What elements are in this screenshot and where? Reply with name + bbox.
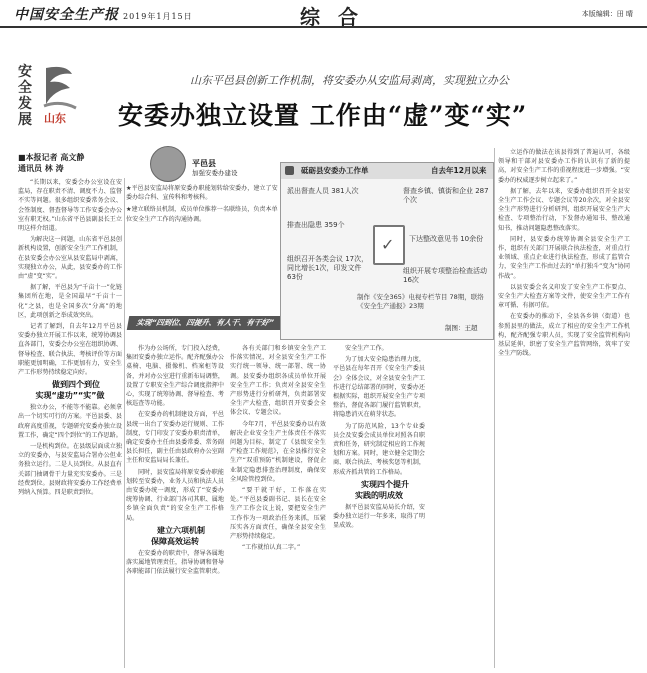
checklist-icon: ✓ <box>373 225 405 265</box>
article-column-3 <box>230 344 326 668</box>
paragraph: 安全生产工作。 <box>345 345 388 352</box>
paragraph: 在安委办的职责中，督导各属地落实属地管理责任，指导协调和督导各职能部门依法履行安全监管职责。 <box>126 549 224 576</box>
portrait-photo <box>150 146 186 182</box>
byline <box>18 152 84 174</box>
section-subhead: 做到四个到位 实现“虚功”“实”做 <box>35 380 105 401</box>
region-name: 山东 <box>44 112 66 125</box>
article-kicker: 山东平邑县创新工作机制，将安委办从安监局剥离，实现独立办公 <box>190 74 509 87</box>
column-divider <box>494 148 495 668</box>
article-column-5 <box>498 148 630 668</box>
quote-item: ★建立联络员机制，成员单位推荐一名联络员，负责本单位安全生产工作的沟通协调。 <box>126 206 278 223</box>
infographic-panel <box>280 162 494 340</box>
column-divider <box>124 178 125 668</box>
paragraph: 为了加大安全隐患治理力度，平邑县在每年召开《安全生产委员会》全体会议，对全县安全生产工作进行总结部署的同时，安委办还根据实际，组织开展安全生产专项整治，督促各部门履行监管职责，将隐患消灭在萌芽状态。 <box>333 356 425 419</box>
article-column-2 <box>126 344 224 668</box>
article-column-4 <box>333 344 425 668</box>
masthead <box>0 0 647 28</box>
paragraph: “工作就怕认真二字。” <box>242 544 301 552</box>
stat-item: 督查乡镇、镇街和企业 287个次 <box>403 187 489 204</box>
paragraph: 同时，县安委办统筹协调全县安全生产工作，组织有关部门开展联合执法检查，对重点行业领域、重点企业进行执法检查，形成了监管合力，安全生产工作由过去的“单打独斗”变为“协同作战”。 <box>498 235 630 280</box>
infographic-header <box>281 163 493 179</box>
paragraph: 以县安委会名义印发了安全生产工作要点、安全生产大检查方案等文件，使安全生产工作有章可循、有据可依。 <box>498 283 630 310</box>
byline-reporter: ■本报记者 高文静 <box>18 153 85 162</box>
paragraph: 记者了解到，自去年12月平邑县安委办独立开展工作以来，统筹协调县直各部门，安委会办公室在组织协调、督导检查、联合执法、考核评价等方面职能更加明确，工作更加有力，安全生产工作形势持续稳定向好。 <box>18 323 122 377</box>
section-title: 综合 <box>300 5 376 29</box>
paragraph: 立运作的做法在该县得到了普遍认可，各级领导和干部对县安委办工作的认识有了新的提高，对安全生产工作的重视程度进一步增强。“安委办的权威逐步树立起来了。” <box>498 149 630 184</box>
portrait-caption-subtitle: 加强安委办建设 <box>192 169 238 177</box>
stat-item: 组织召开各类会议 17次，同比增长1次，印发文件63份 <box>287 255 369 281</box>
article-headline: 安委办独立设置 工作由“虚”变“实” <box>118 101 528 130</box>
paragraph: 各有关部门和乡镇安全生产工作落实情况，对全县安全生产工作实行统一领导、统一部署、统一协调。县安委办组织各成员单位开展安全生产工作；负责对全县安全生产形势进行分析研判，负责部署安全生产大检查，组织召开安委会全体会议、专题会议。 <box>230 345 326 417</box>
paragraph: 据了解，去年以来，安委办组织召开全县安全生产工作会议、专题会议等20余次，对全县安全生产形势进行分析研判，组织开展安全生产大检查、专项整治行动，下发督办通知书、整改通知书，推动问题隐患整改落实。 <box>498 187 630 232</box>
paragraph: 据了解，平邑县为“千亩十一”化链集团所在地，是全国最早“千亩十一化”之县，也是全国多次“分离”的地区，此项创新之举成效突出。 <box>18 284 122 319</box>
paragraph: 独立办公，不能等不能靠。必须拿出一个切实可行的方案。平邑县委、县政府高度重视，专题研究安委办独立设置工作，确定“四个到位”的工作思路。 <box>18 404 122 439</box>
portrait-caption-title: 平邑县 <box>192 159 216 168</box>
paragraph: 据平邑县安监局局长介绍，安委办独立运行一年多来，取得了明显成效。 <box>333 503 425 530</box>
clipboard-icon <box>285 166 294 175</box>
quote-item: ★平邑县安监局将原安委办职能划转给安委办，建立了安委办综合科、宣传科和考核科。 <box>126 185 278 202</box>
infographic-title: 砥砺县安委办工作单 <box>301 166 369 175</box>
section-subhead: 实现四个提升 实践的明成效 <box>355 479 409 500</box>
infographic-source: 制图：王超 <box>445 324 478 332</box>
byline-correspondent: 通讯员 林 涛 <box>18 164 64 173</box>
article-column-1 <box>18 178 122 668</box>
paragraph: “要干就干好，工作落在实处。”平邑县委副书记、县长在安全生产工作会议上说，要把安全生产工作作为一项政治任务来抓，压紧压实各方面责任，确保全县安全生产形势持续稳定。 <box>230 487 326 541</box>
infographic-footer: 制作《安全365》电视专栏节目 78期，联络《安全生产通报》23期 <box>357 293 484 310</box>
newspaper-logo: 中国安全生产报 2019年1月15日 <box>14 7 193 23</box>
paragraph: 为解决这一问题，山东省平邑县创新机构设置，创新安全生产工作机制，在县安委会办公室从县安监局中剥离，实现独立办公，从此，县安委办的工作由“虚”变“实”。 <box>18 236 122 281</box>
stat-item: 下达整改意见书 10余份 <box>409 235 484 243</box>
stat-item: 派出督查人员 381人次 <box>287 187 359 195</box>
stat-item: 组织开展专项整治检查活动 16次 <box>403 267 487 284</box>
paragraph: 一是机构到位。在县级层面成立独立的安委办，与县安监局合署办公但业务独立运行。二是人员到位。从县直有关部门抽调骨干力量充实安委办。三是经费到位。县财政将安委办工作经费单列纳入预算。四是职责到位。 <box>18 443 122 497</box>
paragraph: 为了防范风险，13个专业委员会及安委会成员单位对照各自职责和任务，研究制定相应的工作规划和方案。同时，建立健全定期会商、联合执法、考核奖惩等机制，形成齐抓共管的工作格局。 <box>333 422 425 476</box>
issue-date: 2019年1月15日 <box>123 12 193 21</box>
section-subhead: 建立六项机制 保障高效运转 <box>151 525 205 546</box>
paragraph: 在安委办的推动下，全县各乡镇（街道）也参照县里的做法，成立了相应的安全生产工作机构，配齐配强专职人员，实现了安全监管机构向基层延伸，织密了安全生产监管网络，筑牢了安全生产防线。 <box>498 313 630 358</box>
paragraph: 作为办公场所，专门投入经费，集团安委办独立运作。配齐配强办公桌椅、电脑、摄像机、档案柜等设备，并对办公室进行重新布局调整，设置了专职安全生产综合调度指挥中心，实现了统筹协调、督导检查、考核巡查等功能。 <box>126 345 224 408</box>
paragraph: “长期以来，安委会办公室设在安监局，存在职责不清、调度不力、监督不实等问题。很多组织安委常务会议、会签制度、督查督导等工作安委会办公室有职无权。”山东省平邑县副县长王立明这样介绍道。 <box>18 179 122 233</box>
paragraph: 今年7月，平邑县安委办以有效解决企业安全生产主体责任不落实问题为目标，制定了《县级安全生产检查工作规范》，在全县推行安全生产“双重预防”机制建设，督促企业制定隐患排查治理制度，确保安全风险管控到位。 <box>230 420 326 483</box>
paragraph: 在安委办的机制建设方面，平邑县统一出台了安委办运行规则、工作制度，专门印发了安委办职责清单，确定安委办主任由县委常委、常务副县长担任，副主任由县政府办公室副主任和安监局局长兼任。 <box>126 411 224 465</box>
quote-box <box>126 184 278 312</box>
vertical-column-title: 安全发展 <box>18 64 32 128</box>
editor-credit: 本版编辑：田 晴 <box>581 10 633 18</box>
brush-banner: 实现“四到位、四提升、有人干、有干好” <box>127 316 283 330</box>
paragraph: 同时，县安监局将原安委办职能划转至安委办，业务人员和执法人员由安委办统一调度，形成了“安委办统筹协调、行业部门各司其职、属地乡镇全面负责”的安全生产工作格局。 <box>126 468 224 522</box>
infographic-period: 自去年12月以来 <box>431 166 487 175</box>
stat-item: 排查出隐患 359个 <box>287 221 345 229</box>
